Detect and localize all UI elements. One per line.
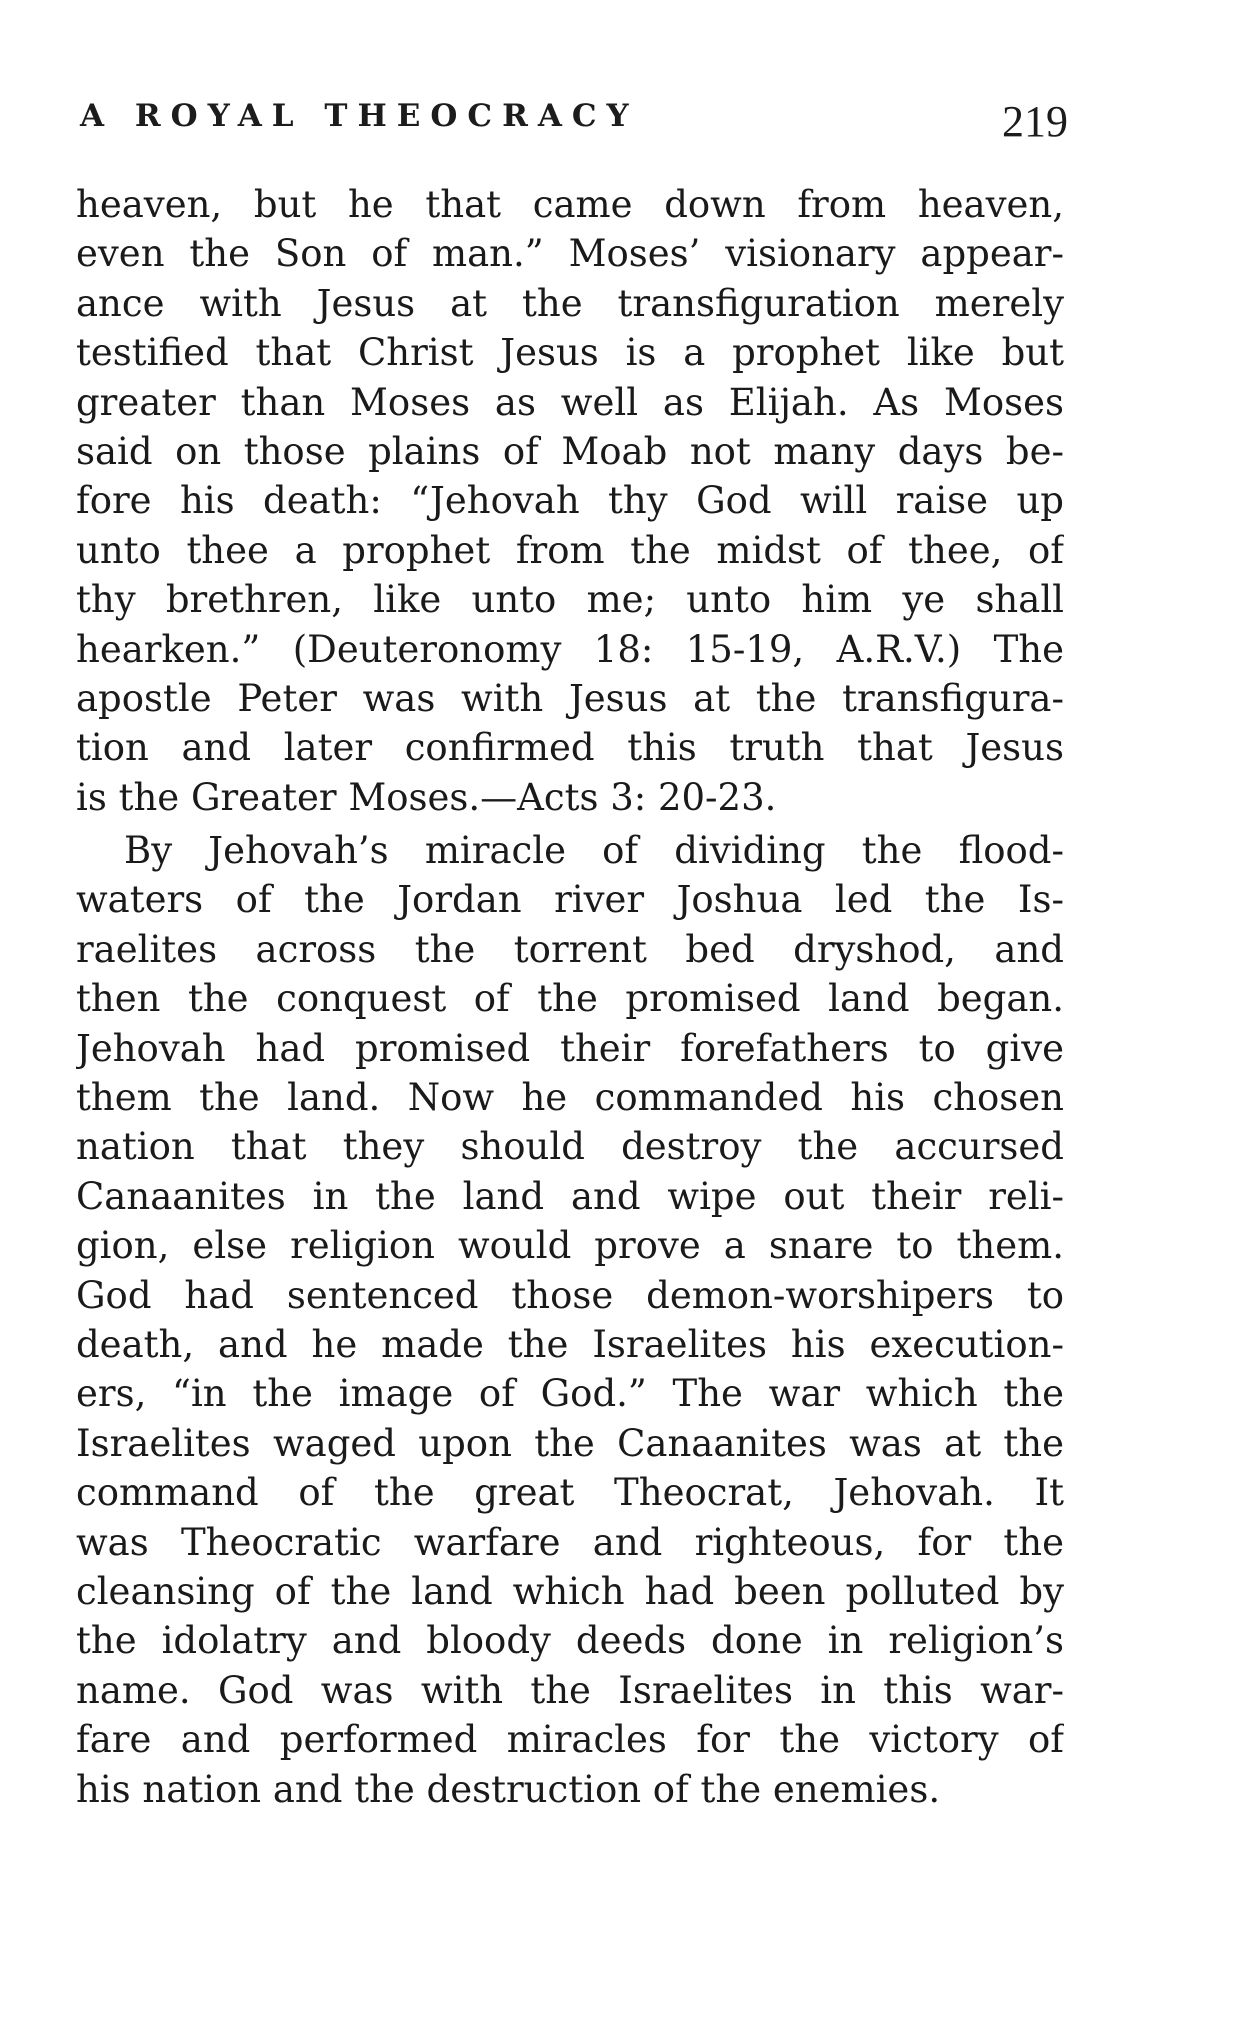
text-line: Canaanites in the land and wipe out their reli- xyxy=(76,1174,1064,1218)
text-line: waters of the Jordan river Joshua led the Is- xyxy=(76,878,1064,922)
text-line: cleansing of the land which had been polluted by xyxy=(76,1569,1064,1613)
running-head: A ROYAL THEOCRACY xyxy=(80,98,639,134)
text-line: gion, else religion would prove a snare to them. xyxy=(76,1224,1064,1268)
text-line: death, and he made the Israelites his execution- xyxy=(76,1322,1064,1366)
text-line: apostle Peter was with Jesus at the transfigura- xyxy=(76,676,1064,720)
text-line: his nation and the destruction of the enemies. xyxy=(76,1767,941,1811)
text-line: Jehovah had promised their forefathers to give xyxy=(76,1026,1064,1070)
text-line: hearken.” (Deuteronomy 18: 15-19, A.R.V.) The xyxy=(76,627,1064,671)
text-line: thy brethren, like unto me; unto him ye shall xyxy=(76,578,1064,622)
text-line: tion and later confirmed this truth that Jesus xyxy=(76,726,1064,770)
text-line: heaven, but he that came down from heaven, xyxy=(76,183,1064,226)
text-line: was Theocratic warfare and righteous, for the xyxy=(76,1520,1064,1564)
text-line: testified that Christ Jesus is a prophet like but xyxy=(76,331,1064,375)
text-line: the idolatry and bloody deeds done in religion’s xyxy=(76,1619,1064,1663)
text-line: greater than Moses as well as Elijah. As Moses xyxy=(76,380,1064,424)
text-line: name. God was with the Israelites in this war- xyxy=(76,1668,1064,1712)
text-line: fore his death: “Jehovah thy God will raise up xyxy=(76,479,1064,523)
text-line: nation that they should destroy the accursed xyxy=(76,1125,1064,1169)
body-text xyxy=(76,180,1064,1814)
text-line: God had sentenced those demon-worshipers to xyxy=(76,1273,1064,1317)
page-number: 219 xyxy=(1002,97,1068,146)
text-line: even the Son of man.” Moses’ visionary appear- xyxy=(76,232,1064,276)
paragraph-2 xyxy=(76,826,1064,1814)
text-line: then the conquest of the promised land began. xyxy=(76,977,1064,1021)
text-line: By Jehovah’s miracle of dividing the flood- xyxy=(124,829,1064,873)
text-line: them the land. Now he commanded his chosen xyxy=(76,1076,1064,1120)
paragraph-1 xyxy=(76,180,1064,822)
text-line: ance with Jesus at the transfiguration merely xyxy=(76,281,1064,325)
text-line: is the Greater Moses.—Acts 3: 20-23. xyxy=(76,775,777,819)
text-line: said on those plains of Moab not many days be- xyxy=(76,429,1064,473)
text-line: Israelites waged upon the Canaanites was at the xyxy=(76,1421,1064,1465)
text-line: unto thee a prophet from the midst of thee, of xyxy=(76,528,1064,572)
text-line: ers, “in the image of God.” The war which the xyxy=(76,1372,1064,1416)
text-line: command of the great Theocrat, Jehovah. It xyxy=(76,1471,1064,1515)
text-line: raelites across the torrent bed dryshod, and xyxy=(76,927,1064,971)
text-line: fare and performed miracles for the victory of xyxy=(76,1718,1064,1762)
